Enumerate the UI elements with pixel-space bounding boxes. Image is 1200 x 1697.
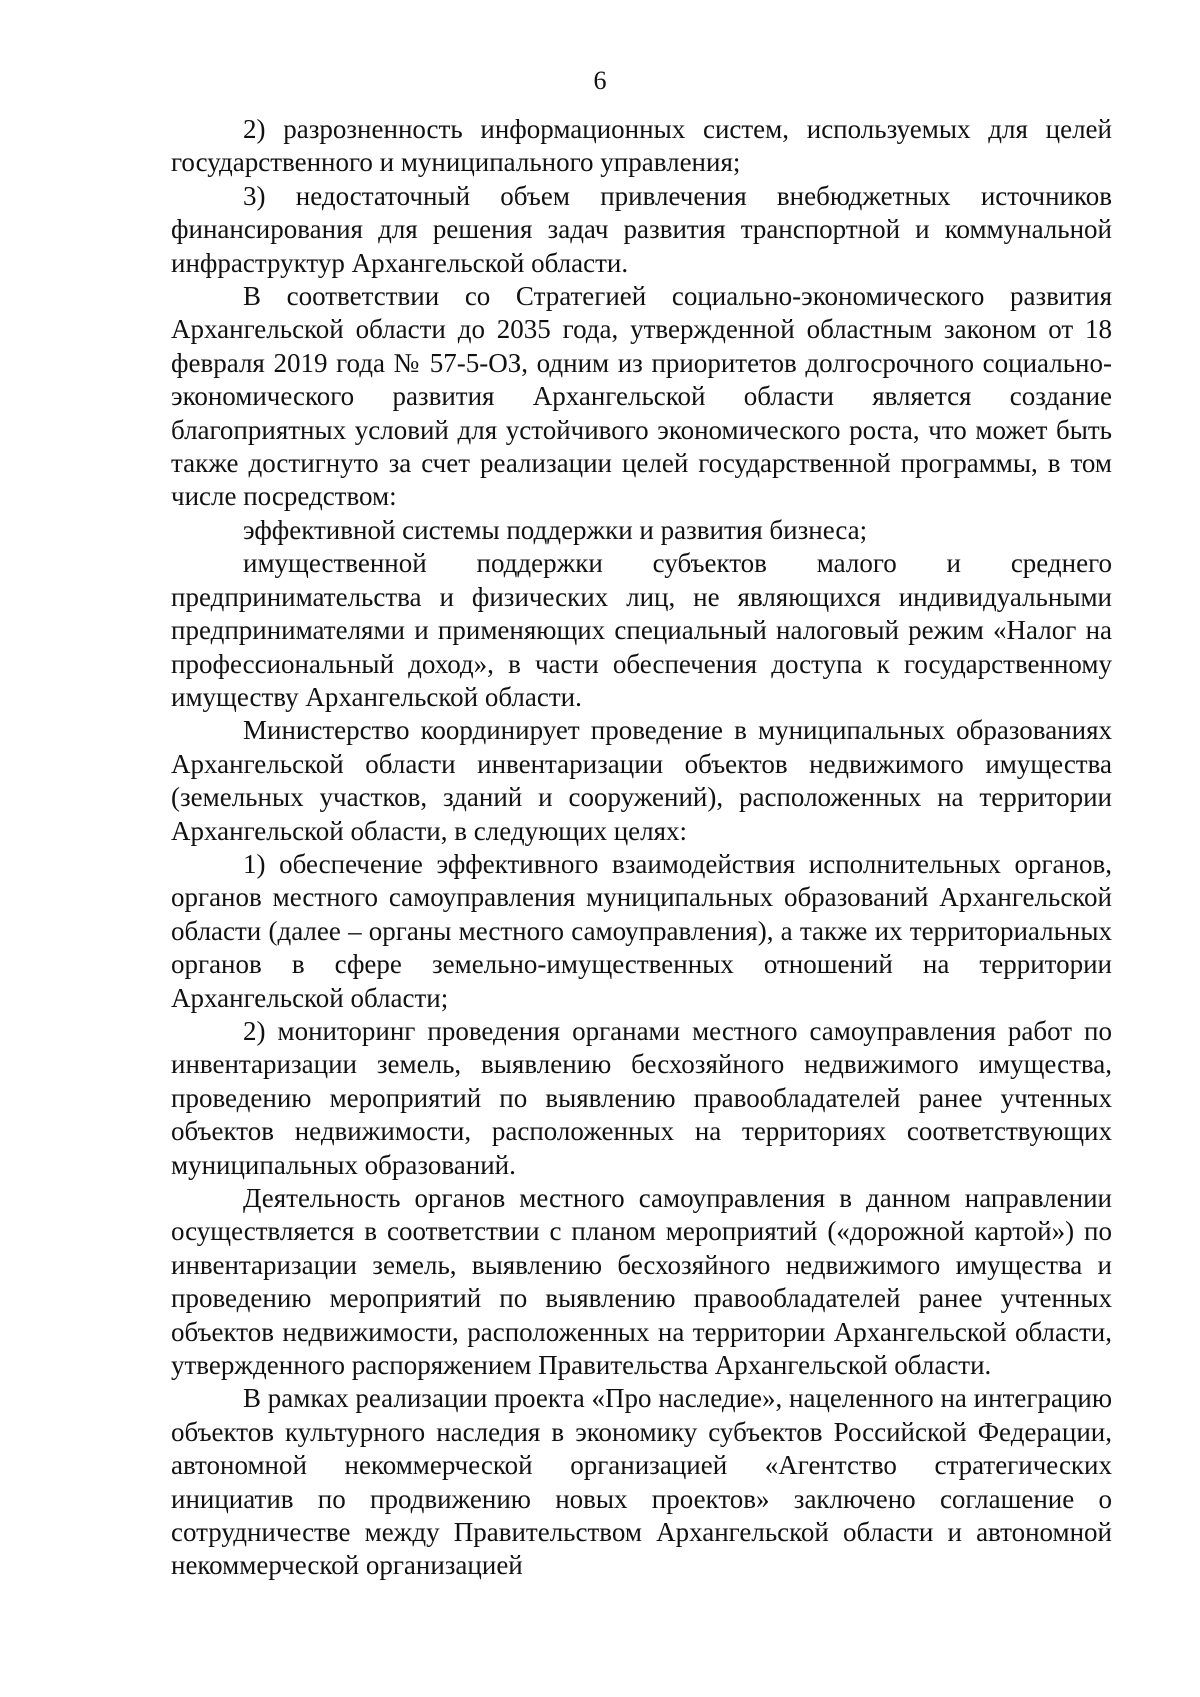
- paragraph-goal-2-monitoring: 2) мониторинг проведения органами местного самоуправления работ по инвентаризации земель, выявлению бесхозяйного недвижимого имущества, проведению мероприятий по выявлению правообладателей ранее учтенных объектов недвижимости, расположенных на территориях соответствующих муниципальных образований.: [171, 1015, 1112, 1180]
- paragraph-goal-1-interaction: 1) обеспечение эффективного взаимодействия исполнительных органов, органов местного самоуправления муниципальных образований Архангельской области (далее – органы местного самоуправления), а также их территориальных органов в сфере земельно-имущественных отношений на территории Архангельской области;: [171, 848, 1112, 1013]
- paragraph-roadmap: Деятельность органов местного самоуправления в данном направлении осуществляется в соответствии с планом мероприятий («дорожной картой») по инвентаризации земель, выявлению бесхозяйного недвижимого имущества и проведению мероприятий по выявлению правообладателей ранее учтенных объектов недвижимости, расположенных на территории Архангельской области, утвержденного распоряжением Правительства Архангельской области.: [171, 1183, 1112, 1381]
- document-body: [171, 113, 1112, 1583]
- paragraph-heritage-project: В рамках реализации проекта «Про наследие», нацеленного на интеграцию объектов культурного наследия в экономику субъектов Российской Федерации, автономной некоммерческой организацией «Агентство стратегических инициатив по продвижению новых проектов» заключено соглашение о сотрудничестве между Правительством Архангельской области и автономной некоммерческой организацией: [171, 1383, 1112, 1581]
- paragraph-business-support: эффективной системы поддержки и развития бизнеса;: [243, 514, 868, 545]
- paragraph-ministry-inventory: Министерство координирует проведение в муниципальных образованиях Архангельской области инвентаризации объектов недвижимого имущества (земельных участков, зданий и сооружений), расположенных на территории Архангельской области, в следующих целях:: [171, 715, 1112, 846]
- paragraph-strategy-2035: В соответствии со Стратегией социально-экономического развития Архангельской области до 2035 года, утвержденной областным законом от 18 февраля 2019 года № 57-5-ОЗ, одним из приоритетов долгосрочного социально-экономического развития Архангельской области является создание благоприятных условий для устойчивого экономического роста, что может быть также достигнуто за счет реализации целей государственной программы, в том числе посредством:: [171, 281, 1112, 512]
- paragraph-property-support: имущественной поддержки субъектов малого и среднего предпринимательства и физических лиц, не являющихся индивидуальными предпринимателями и применяющих специальный налоговый режим «Налог на профессиональный доход», в части обеспечения доступа к государственному имуществу Архангельской области.: [171, 548, 1112, 712]
- page-number: 6: [593, 66, 607, 95]
- paragraph-item-3-financing: 3) недостаточный объем привлечения внебюджетных источников финансирования для решения задач развития транспортной и коммунальной инфраструктур Архангельской области.: [171, 180, 1112, 278]
- paragraph-item-2-fragmentation: 2) разрозненность информационных систем, используемых для целей государственного и муниципального управления;: [171, 114, 1112, 178]
